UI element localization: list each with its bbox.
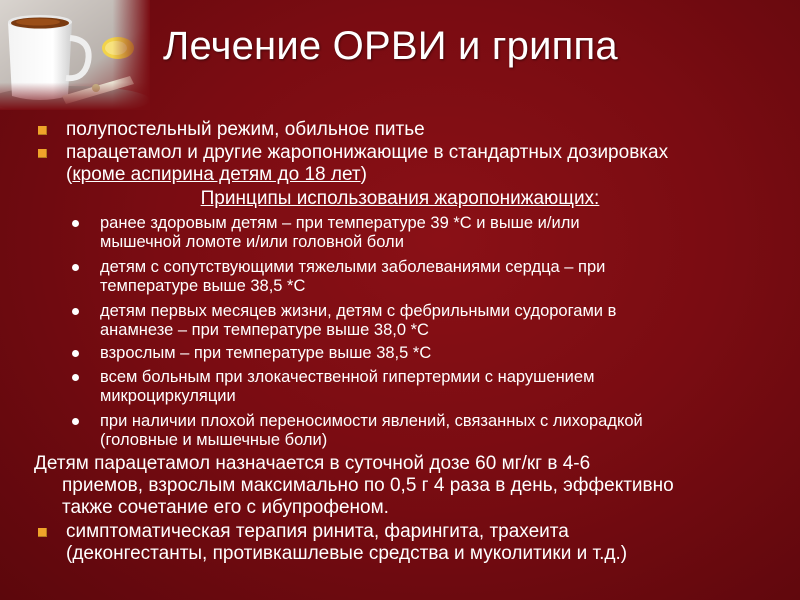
principle-line2: (головные и мышечные боли) xyxy=(100,431,328,449)
round-bullet-icon xyxy=(72,308,79,315)
round-bullet-icon xyxy=(72,350,79,357)
round-bullet-icon xyxy=(72,220,79,227)
aspirin-exception-note: кроме аспирина детям до 18 лет xyxy=(72,164,361,185)
bullet-text-line1: симптоматическая терапия ринита, фарингита, трахеита xyxy=(66,521,569,542)
principle-line2: мышечной ломоте и/или головной боли xyxy=(100,233,404,251)
bullet-text: полупостельный режим, обильное питье xyxy=(66,119,425,140)
bullet-item-paracetamol xyxy=(38,142,668,186)
square-bullet-icon xyxy=(38,126,47,135)
principle-item xyxy=(72,214,580,252)
principle-item xyxy=(72,368,594,406)
dosage-line1: Детям парацетамол назначается в суточной дозе 60 мг/кг в 4-6 xyxy=(34,453,591,474)
principles-heading: Принципы использования жаропонижающих: xyxy=(200,188,600,209)
tea-cup-with-lemon-photo xyxy=(0,0,150,110)
bullet-text-line2: (деконгестанты, противкашлевые средства и муколитики и т.д.) xyxy=(66,543,628,564)
principle-line1: взрослым – при температуре выше 38,5 *С xyxy=(100,344,432,362)
square-bullet-icon xyxy=(38,149,47,158)
paren-close: ) xyxy=(360,164,367,185)
dosage-line3: также сочетание его с ибупрофеном. xyxy=(62,497,389,518)
slide-title: Лечение ОРВИ и гриппа xyxy=(163,24,618,68)
principle-line2: анамнезе – при температуре выше 38,0 *С xyxy=(100,321,429,339)
principle-line1: при наличии плохой переносимости явлений, связанных с лихорадкой xyxy=(100,412,643,430)
round-bullet-icon xyxy=(72,418,79,425)
round-bullet-icon xyxy=(72,264,79,271)
paren-open: ( xyxy=(66,164,73,185)
principle-item xyxy=(72,344,431,363)
principle-line1: детям первых месяцев жизни, детям с фебрильными судорогами в xyxy=(100,302,617,320)
dosage-line2: приемов, взрослым максимально по 0,5 г 4 раза в день, эффективно xyxy=(62,475,674,496)
bullet-text-line1: парацетамол и другие жаропонижающие в стандартных дозировках xyxy=(66,142,669,163)
bullet-item-bed-rest xyxy=(38,119,425,141)
principle-item xyxy=(72,302,616,340)
principle-line2: температуре выше 38,5 *С xyxy=(100,277,306,295)
square-bullet-icon xyxy=(38,528,47,537)
bullet-item-symptomatic-therapy xyxy=(38,521,627,565)
principle-line1: всем больным при злокачественной гипертермии с нарушением xyxy=(100,368,595,386)
principle-line1: ранее здоровым детям – при температуре 39 *С и выше и/или xyxy=(100,214,580,232)
principle-item xyxy=(72,258,605,296)
principle-item xyxy=(72,412,643,450)
round-bullet-icon xyxy=(72,374,79,381)
principle-line1: детям с сопутствующими тяжелыми заболеваниями сердца – при xyxy=(100,258,606,276)
dosage-paragraph xyxy=(34,453,774,519)
bullet-text-line2 xyxy=(66,164,668,186)
principle-line2: микроциркуляции xyxy=(100,387,236,405)
